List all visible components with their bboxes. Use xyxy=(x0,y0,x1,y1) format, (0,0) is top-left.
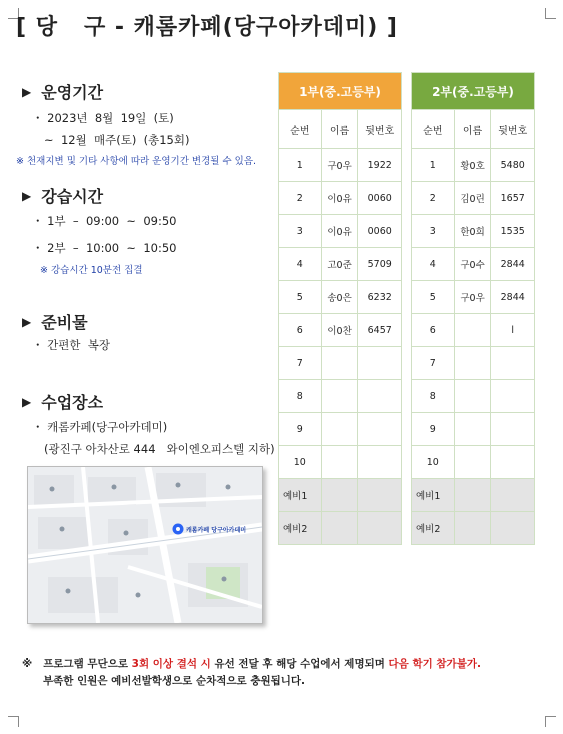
name-cell: 송0은 xyxy=(321,281,358,314)
name-cell xyxy=(454,314,491,347)
section-heading-label: 강습시간 xyxy=(41,187,104,206)
name-cell xyxy=(454,347,491,380)
section-heading-label: 준비물 xyxy=(41,313,88,332)
phone-suffix-cell xyxy=(491,479,535,512)
phone-suffix-cell: 2844 xyxy=(491,281,535,314)
triangle-bullet-icon: ▶ xyxy=(22,314,32,329)
row-number-cell: 2 xyxy=(412,182,455,215)
phone-suffix-cell: 5709 xyxy=(358,248,402,281)
table-row xyxy=(412,215,535,248)
table-row xyxy=(412,149,535,182)
table-row xyxy=(279,413,402,446)
triangle-bullet-icon: ▶ xyxy=(22,84,32,99)
phone-suffix-cell: 0060 xyxy=(358,182,402,215)
notice-mark: ※ xyxy=(22,658,33,670)
supplies-item: ・ 간편한 복장 xyxy=(32,338,111,352)
table-row xyxy=(412,413,535,446)
row-number-cell: 3 xyxy=(279,215,322,248)
name-cell: 한0희 xyxy=(454,215,491,248)
name-cell xyxy=(454,446,491,479)
map-pin-icon xyxy=(173,524,184,535)
row-number-cell: 8 xyxy=(412,380,455,413)
schedule-start: ・ 2023년 8월 19일 (토) xyxy=(32,111,174,125)
phone-suffix-cell xyxy=(358,446,402,479)
triangle-bullet-icon: ▶ xyxy=(22,394,32,409)
row-number-cell: 예비2 xyxy=(279,512,322,545)
map-pin-label: 캐롬카페 당구아카데미 xyxy=(186,527,247,534)
phone-suffix-cell: 1922 xyxy=(358,149,402,182)
column-header: 뒷번호 xyxy=(358,110,402,149)
column-header: 순번 xyxy=(279,110,322,149)
section-time-heading xyxy=(22,184,103,207)
phone-suffix-cell: 6457 xyxy=(358,314,402,347)
row-number-cell: 9 xyxy=(279,413,322,446)
table-row xyxy=(412,347,535,380)
location-map[interactable] xyxy=(27,466,263,624)
row-number-cell: 3 xyxy=(412,215,455,248)
row-number-cell: 8 xyxy=(279,380,322,413)
phone-suffix-cell xyxy=(358,347,402,380)
name-cell: 고0준 xyxy=(321,248,358,281)
row-number-cell: 5 xyxy=(279,281,322,314)
row-number-cell: 4 xyxy=(279,248,322,281)
corner-mark-bottom-left xyxy=(8,716,19,727)
name-cell xyxy=(321,347,358,380)
name-cell xyxy=(321,512,358,545)
time-note: ※ 강습시간 10분전 집결 xyxy=(40,265,143,276)
section-heading-label: 운영기간 xyxy=(41,83,104,102)
name-cell xyxy=(454,512,491,545)
column-header: 뒷번호 xyxy=(491,110,535,149)
row-number-cell: 예비1 xyxy=(412,479,455,512)
table-row xyxy=(412,446,535,479)
name-cell xyxy=(321,380,358,413)
phone-suffix-cell: 1535 xyxy=(491,215,535,248)
section-heading-label: 수업장소 xyxy=(41,393,104,412)
session-2-table xyxy=(411,72,535,545)
session-1-table xyxy=(278,72,402,545)
notice-penalty: 다음 학기 참가불가. xyxy=(388,658,481,670)
table-row xyxy=(279,281,402,314)
name-cell xyxy=(454,479,491,512)
row-number-cell: 10 xyxy=(279,446,322,479)
name-cell: 구0수 xyxy=(454,248,491,281)
phone-suffix-cell xyxy=(358,479,402,512)
phone-suffix-cell: 0060 xyxy=(358,215,402,248)
notice-absence-rule: 3회 이상 결석 시 xyxy=(131,658,211,670)
corner-mark-top-right xyxy=(545,8,556,19)
map-drawing xyxy=(28,467,262,623)
row-number-cell: 4 xyxy=(412,248,455,281)
name-cell xyxy=(454,380,491,413)
name-cell xyxy=(321,479,358,512)
phone-suffix-cell xyxy=(358,512,402,545)
phone-suffix-cell: 1657 xyxy=(491,182,535,215)
notice-block xyxy=(22,656,481,690)
phone-suffix-cell xyxy=(491,380,535,413)
table-row xyxy=(279,347,402,380)
notice-text-1: 프로그램 무단으로 xyxy=(43,658,132,670)
name-cell: 이0유 xyxy=(321,215,358,248)
table-row xyxy=(279,215,402,248)
column-header: 이름 xyxy=(321,110,358,149)
table-row xyxy=(279,149,402,182)
phone-suffix-cell xyxy=(491,413,535,446)
time-session-2: ・ 2부 – 10:00 ~ 10:50 xyxy=(32,241,177,255)
phone-suffix-cell: 6232 xyxy=(358,281,402,314)
row-number-cell: 6 xyxy=(279,314,322,347)
table-row xyxy=(412,281,535,314)
table-row xyxy=(279,512,402,545)
table-row xyxy=(412,182,535,215)
table-row xyxy=(412,248,535,281)
session-2-table-title: 2부(중.고등부) xyxy=(412,73,535,110)
phone-suffix-cell: 5480 xyxy=(491,149,535,182)
row-number-cell: 예비2 xyxy=(412,512,455,545)
triangle-bullet-icon: ▶ xyxy=(22,188,32,203)
name-cell: 황0호 xyxy=(454,149,491,182)
session-1-table-title: 1부(중.고등부) xyxy=(279,73,402,110)
table-row xyxy=(279,479,402,512)
row-number-cell: 10 xyxy=(412,446,455,479)
name-cell: 이0유 xyxy=(321,182,358,215)
place-name: ・ 캐롬카페(당구아카데미) xyxy=(32,420,168,434)
table-row xyxy=(279,446,402,479)
phone-suffix-cell xyxy=(491,512,535,545)
phone-suffix-cell: 2844 xyxy=(491,248,535,281)
row-number-cell: 5 xyxy=(412,281,455,314)
table-row xyxy=(412,479,535,512)
schedule-note: ※ 천재지변 및 기타 사항에 따라 운영기간 변경될 수 있음. xyxy=(16,156,257,167)
phone-suffix-cell xyxy=(358,380,402,413)
schedule-end: ~ 12월 매주(토) (총15회) xyxy=(44,133,190,147)
section-schedule-heading xyxy=(22,80,103,103)
name-cell xyxy=(454,413,491,446)
table-row xyxy=(412,314,535,347)
row-number-cell: 7 xyxy=(279,347,322,380)
time-session-1: ・ 1부 – 09:00 ~ 09:50 xyxy=(32,214,177,228)
table-row xyxy=(279,314,402,347)
table-row xyxy=(279,182,402,215)
table-row xyxy=(279,380,402,413)
row-number-cell: 7 xyxy=(412,347,455,380)
section-supplies-heading xyxy=(22,310,88,333)
notice-line-2: 부족한 인원은 예비선발학생으로 순차적으로 충원됩니다. xyxy=(43,675,306,687)
page-title: [ 당 구 - 캐롬카페(당구아카데미) ] xyxy=(16,15,398,40)
phone-suffix-cell: l xyxy=(491,314,535,347)
row-number-cell: 예비1 xyxy=(279,479,322,512)
name-cell xyxy=(321,413,358,446)
section-place-heading xyxy=(22,390,103,413)
row-number-cell: 9 xyxy=(412,413,455,446)
name-cell: 구0우 xyxy=(454,281,491,314)
corner-mark-bottom-right xyxy=(545,716,556,727)
row-number-cell: 6 xyxy=(412,314,455,347)
name-cell: 김0린 xyxy=(454,182,491,215)
name-cell xyxy=(321,446,358,479)
row-number-cell: 2 xyxy=(279,182,322,215)
phone-suffix-cell xyxy=(491,347,535,380)
row-number-cell: 1 xyxy=(279,149,322,182)
notice-text-2: 유선 전달 후 해당 수업에서 제명되며 xyxy=(210,658,389,670)
column-header: 순번 xyxy=(412,110,455,149)
column-header: 이름 xyxy=(454,110,491,149)
phone-suffix-cell xyxy=(358,413,402,446)
name-cell: 구0우 xyxy=(321,149,358,182)
place-address: (광진구 아차산로 444 와이엔오피스텔 지하) xyxy=(44,442,275,456)
row-number-cell: 1 xyxy=(412,149,455,182)
table-row xyxy=(279,248,402,281)
table-row xyxy=(412,512,535,545)
table-row xyxy=(412,380,535,413)
name-cell: 이0찬 xyxy=(321,314,358,347)
phone-suffix-cell xyxy=(491,446,535,479)
